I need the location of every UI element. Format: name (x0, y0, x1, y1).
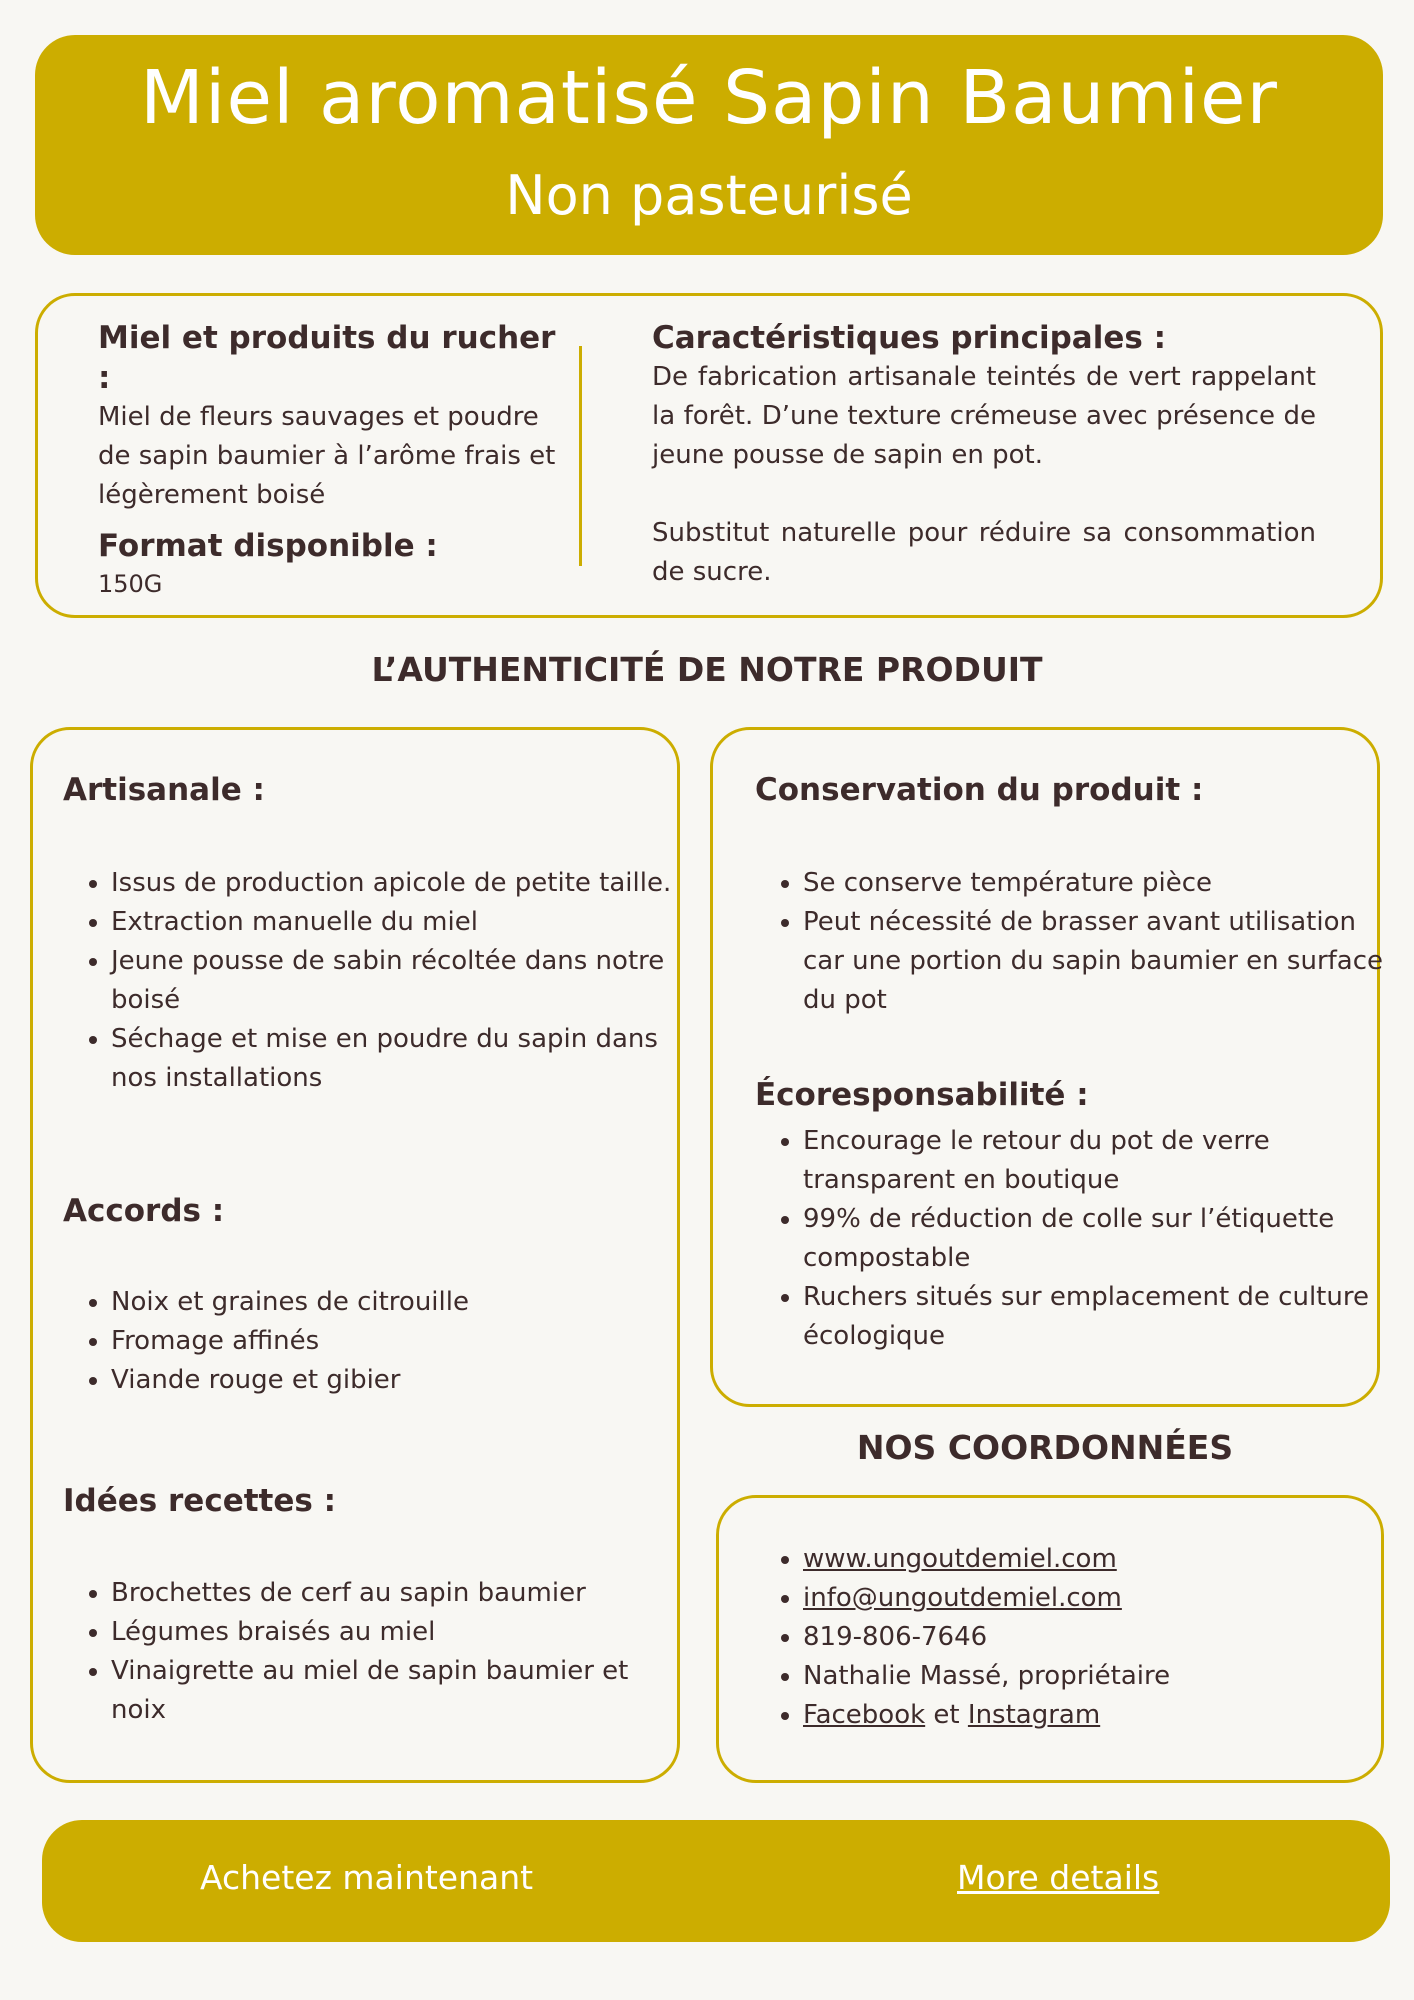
authenticity-left-box (30, 727, 680, 1783)
list-item: • Extraction manuelle du miel (111, 903, 681, 942)
and-text: et (925, 1700, 968, 1730)
footer-bar (42, 1820, 1390, 1942)
website-link[interactable]: www.ungoutdemiel.com (803, 1544, 1117, 1574)
list-item: • Viande rouge et gibier (111, 1361, 681, 1400)
recipes-list (63, 1574, 681, 1730)
product-heading: Miel et produits du rucher : (98, 320, 556, 396)
owner-name: • Nathalie Massé, propriétaire (803, 1657, 1393, 1696)
list-item: • Vinaigrette au miel de sapin baumier et noix (111, 1652, 681, 1730)
list-item: • Encourage le retour du pot de verre transparent en boutique (803, 1122, 1383, 1200)
instagram-link[interactable]: Instagram (967, 1700, 1101, 1730)
buy-now-button[interactable]: Achetez maintenant (200, 1858, 534, 1897)
contact-list (755, 1540, 1393, 1735)
facebook-link[interactable]: Facebook (803, 1700, 926, 1730)
list-item (803, 1540, 1393, 1579)
header-banner (35, 35, 1383, 255)
features-text-2: Substitut naturelle pour réduire sa consommation de sucre. (652, 518, 1316, 587)
list-item: • Séchage et mise en poudre du sapin dans nos installations (111, 1020, 681, 1098)
artisanal-list (63, 864, 681, 1098)
contact-box (716, 1495, 1384, 1783)
features-text-1: De fabrication artisanale teintés de vert rappelant la forêt. D’une texture crémeuse avec présence de jeune pousse de sapin en pot. (652, 362, 1316, 470)
conservation-list (755, 864, 1383, 1020)
list-item: • Jeune pousse de sabin récoltée dans notre boisé (111, 942, 681, 1020)
product-text: Miel de fleurs sauvages et poudre de sapin baumier à l’arôme frais et légèrement boisé (98, 402, 556, 510)
list-item: • Brochettes de cerf au sapin baumier (111, 1574, 681, 1613)
list-item: • Légumes braisés au miel (111, 1613, 681, 1652)
conservation-heading: Conservation du produit : (755, 772, 1204, 808)
features-heading: Caractéristiques principales : (652, 320, 1167, 356)
pairings-list (63, 1283, 681, 1400)
authenticity-title: L’AUTHENTICITÉ DE NOTRE PRODUIT (371, 650, 1043, 689)
eco-list (755, 1122, 1383, 1356)
list-item: • Fromage affinés (111, 1322, 681, 1361)
format-heading: Format disponible : (98, 528, 438, 564)
format-text: 150G (98, 570, 163, 598)
artisanal-heading: Artisanale : (63, 772, 265, 808)
list-item: • 99% de réduction de colle sur l’étiquette compostable (803, 1200, 1383, 1278)
email-link[interactable]: info@ungoutdemiel.com (803, 1583, 1122, 1613)
list-item (803, 1579, 1393, 1618)
list-item: • Peut nécessité de brasser avant utilisation car une portion du sapin baumier en surface du pot (803, 903, 1383, 1020)
recipes-heading: Idées recettes : (63, 1483, 337, 1519)
list-item: • Noix et graines de citrouille (111, 1283, 681, 1322)
phone-number: • 819-806-7646 (803, 1618, 1393, 1657)
list-item: • Se conserve température pièce (803, 864, 1383, 903)
column-divider (579, 346, 582, 566)
authenticity-right-box (710, 727, 1384, 1407)
list-item: • Ruchers situés sur emplacement de culture écologique (803, 1278, 1383, 1356)
list-item: • Issus de production apicole de petite taille. (111, 864, 681, 903)
list-item (803, 1696, 1393, 1735)
more-details-link[interactable]: More details (957, 1858, 1160, 1897)
product-info-box (35, 293, 1383, 618)
page-subtitle: Non pasteurisé (505, 164, 913, 227)
page-title: Miel aromatisé Sapin Baumier (140, 55, 1278, 141)
contact-title: NOS COORDONNÉES (856, 1428, 1234, 1467)
pairings-heading: Accords : (63, 1193, 225, 1229)
eco-heading: Écoresponsabilité : (755, 1077, 1089, 1113)
